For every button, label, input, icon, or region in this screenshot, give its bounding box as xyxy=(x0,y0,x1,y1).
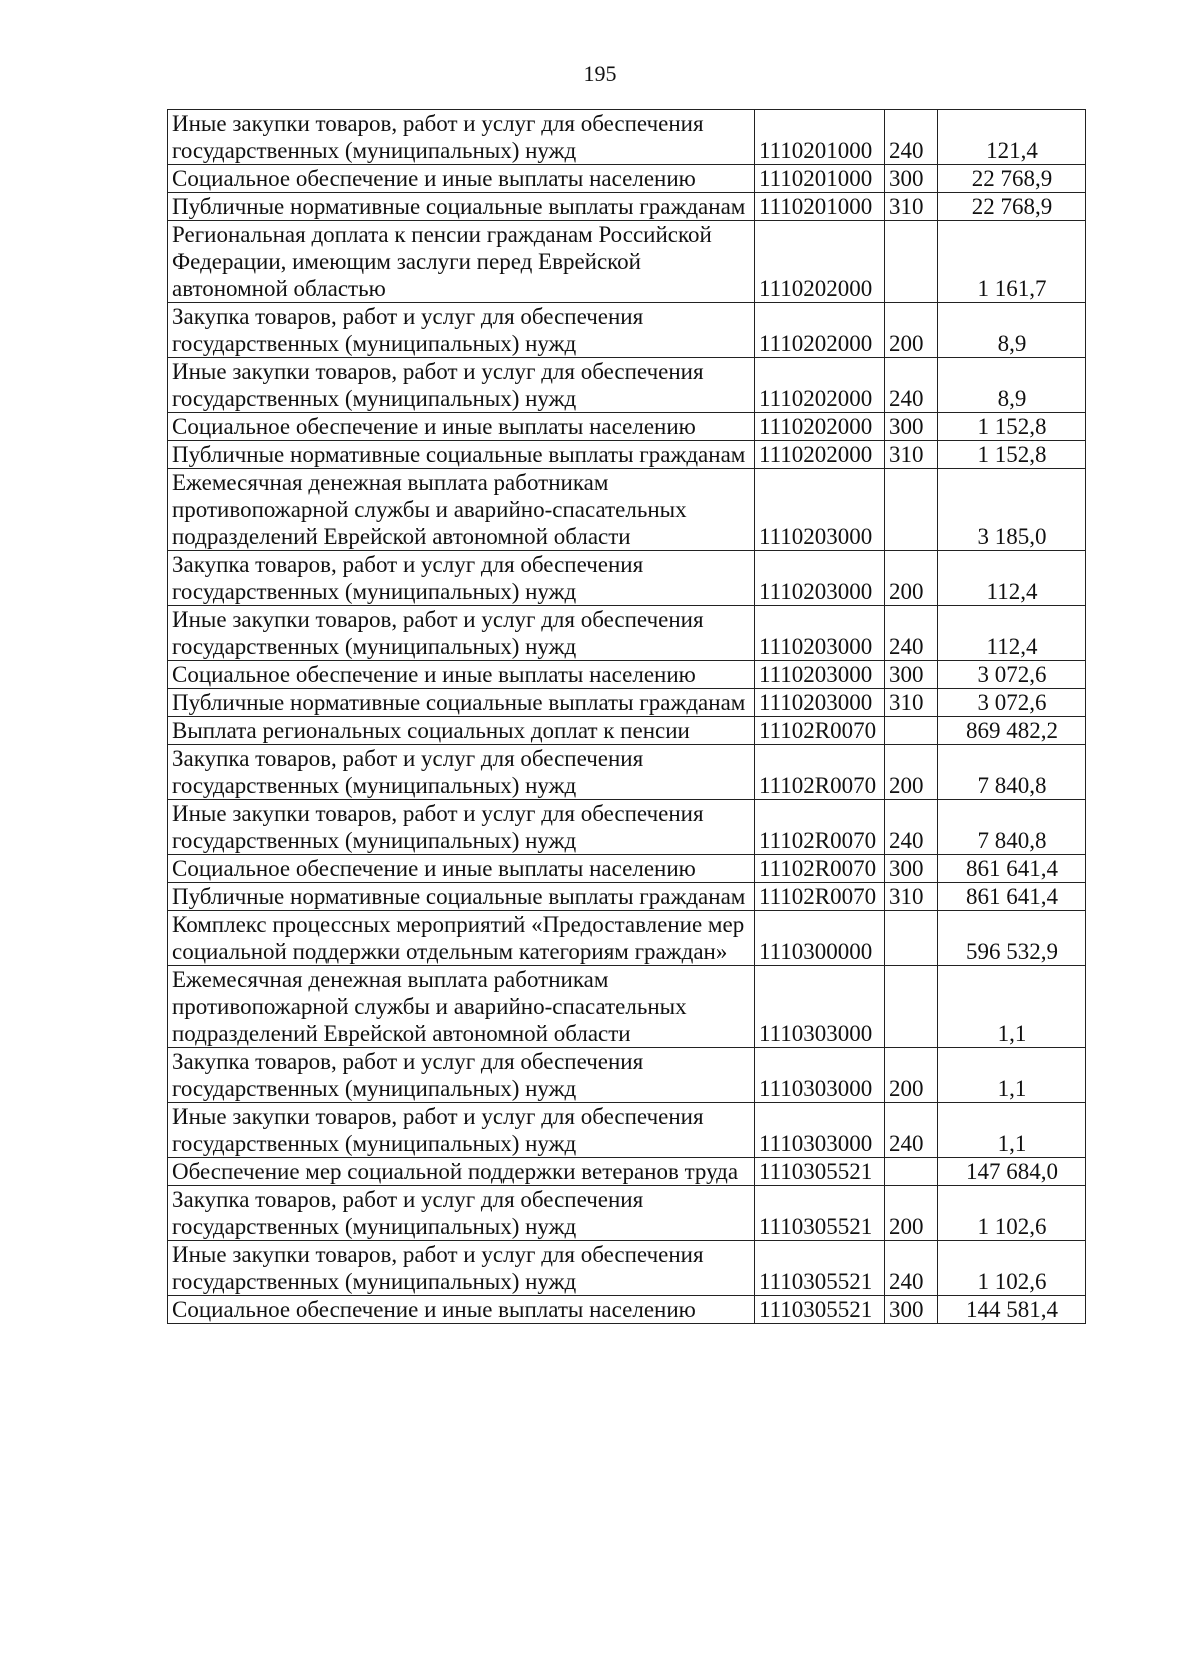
row-code: 1110303000 xyxy=(755,1048,885,1103)
row-code: 1110300000 xyxy=(755,911,885,966)
row-code: 1110203000 xyxy=(755,551,885,606)
row-sum: 1 152,8 xyxy=(938,441,1086,469)
row-type: 240 xyxy=(885,606,938,661)
row-type: 200 xyxy=(885,1186,938,1241)
row-name: Закупка товаров, работ и услуг для обеспечения государственных (муниципальных) нужд xyxy=(168,1048,755,1103)
row-sum: 8,9 xyxy=(938,358,1086,413)
row-name: Региональная доплата к пенсии гражданам Российской Федерации, имеющим заслуги перед Еврейской автономной областью xyxy=(168,221,755,303)
row-name: Иные закупки товаров, работ и услуг для обеспечения государственных (муниципальных) нужд xyxy=(168,1103,755,1158)
row-sum: 8,9 xyxy=(938,303,1086,358)
table-row xyxy=(168,661,1086,689)
row-sum: 1 102,6 xyxy=(938,1186,1086,1241)
table-row xyxy=(168,1186,1086,1241)
row-code: 11102R0070 xyxy=(755,855,885,883)
row-type: 310 xyxy=(885,689,938,717)
row-name: Публичные нормативные социальные выплаты гражданам xyxy=(168,193,755,221)
row-name: Иные закупки товаров, работ и услуг для обеспечения государственных (муниципальных) нужд xyxy=(168,1241,755,1296)
table-row xyxy=(168,745,1086,800)
row-code: 1110305521 xyxy=(755,1296,885,1324)
table-row xyxy=(168,551,1086,606)
row-code: 11102R0070 xyxy=(755,745,885,800)
row-code: 11102R0070 xyxy=(755,883,885,911)
row-name: Закупка товаров, работ и услуг для обеспечения государственных (муниципальных) нужд xyxy=(168,745,755,800)
row-code: 1110202000 xyxy=(755,441,885,469)
row-code: 1110203000 xyxy=(755,606,885,661)
row-name: Социальное обеспечение и иные выплаты населению xyxy=(168,165,755,193)
row-sum: 1 161,7 xyxy=(938,221,1086,303)
row-type: 200 xyxy=(885,303,938,358)
row-sum: 147 684,0 xyxy=(938,1158,1086,1186)
row-type: 310 xyxy=(885,883,938,911)
row-name: Закупка товаров, работ и услуг для обеспечения государственных (муниципальных) нужд xyxy=(168,551,755,606)
table-row xyxy=(168,1296,1086,1324)
row-code: 1110305521 xyxy=(755,1186,885,1241)
row-name: Закупка товаров, работ и услуг для обеспечения государственных (муниципальных) нужд xyxy=(168,1186,755,1241)
row-sum: 869 482,2 xyxy=(938,717,1086,745)
row-name: Обеспечение мер социальной поддержки ветеранов труда xyxy=(168,1158,755,1186)
row-type xyxy=(885,1158,938,1186)
table-row xyxy=(168,1048,1086,1103)
row-name: Ежемесячная денежная выплата работникам противопожарной службы и аварийно-спасательных подразделений Еврейской автономной области xyxy=(168,966,755,1048)
row-code: 1110203000 xyxy=(755,661,885,689)
row-sum: 1 152,8 xyxy=(938,413,1086,441)
row-code: 1110201000 xyxy=(755,110,885,165)
row-code: 1110202000 xyxy=(755,221,885,303)
row-code: 1110303000 xyxy=(755,966,885,1048)
table-row xyxy=(168,165,1086,193)
row-name: Иные закупки товаров, работ и услуг для обеспечения государственных (муниципальных) нужд xyxy=(168,800,755,855)
row-name: Выплата региональных социальных доплат к пенсии xyxy=(168,717,755,745)
row-name: Иные закупки товаров, работ и услуг для обеспечения государственных (муниципальных) нужд xyxy=(168,606,755,661)
row-type: 200 xyxy=(885,551,938,606)
row-type: 240 xyxy=(885,1103,938,1158)
row-sum: 22 768,9 xyxy=(938,193,1086,221)
row-type xyxy=(885,966,938,1048)
row-sum: 3 185,0 xyxy=(938,469,1086,551)
row-sum: 1,1 xyxy=(938,1048,1086,1103)
row-type: 200 xyxy=(885,745,938,800)
row-name: Социальное обеспечение и иные выплаты населению xyxy=(168,413,755,441)
row-type xyxy=(885,221,938,303)
row-name: Комплекс процессных мероприятий «Предоставление мер социальной поддержки отдельным категориям граждан» xyxy=(168,911,755,966)
row-type xyxy=(885,717,938,745)
page-number: 195 xyxy=(583,61,617,86)
row-sum: 3 072,6 xyxy=(938,689,1086,717)
row-type: 240 xyxy=(885,1241,938,1296)
table-row xyxy=(168,469,1086,551)
row-type: 300 xyxy=(885,661,938,689)
row-type: 240 xyxy=(885,358,938,413)
table-row xyxy=(168,689,1086,717)
row-code: 1110305521 xyxy=(755,1158,885,1186)
row-sum: 144 581,4 xyxy=(938,1296,1086,1324)
row-type: 310 xyxy=(885,441,938,469)
row-name: Социальное обеспечение и иные выплаты населению xyxy=(168,1296,755,1324)
row-type: 310 xyxy=(885,193,938,221)
row-name: Социальное обеспечение и иные выплаты населению xyxy=(168,661,755,689)
table-row xyxy=(168,883,1086,911)
table-row xyxy=(168,1241,1086,1296)
row-sum: 121,4 xyxy=(938,110,1086,165)
row-type: 300 xyxy=(885,413,938,441)
row-type: 300 xyxy=(885,1296,938,1324)
row-sum: 1 102,6 xyxy=(938,1241,1086,1296)
row-name: Публичные нормативные социальные выплаты гражданам xyxy=(168,441,755,469)
table-row xyxy=(168,358,1086,413)
table-row xyxy=(168,303,1086,358)
row-type: 240 xyxy=(885,800,938,855)
row-sum: 861 641,4 xyxy=(938,883,1086,911)
row-type xyxy=(885,911,938,966)
row-type: 300 xyxy=(885,855,938,883)
table-row xyxy=(168,855,1086,883)
table-row xyxy=(168,413,1086,441)
row-sum: 112,4 xyxy=(938,606,1086,661)
table-row xyxy=(168,221,1086,303)
row-code: 1110203000 xyxy=(755,469,885,551)
row-sum: 1,1 xyxy=(938,966,1086,1048)
row-code: 1110201000 xyxy=(755,165,885,193)
row-sum: 7 840,8 xyxy=(938,745,1086,800)
row-sum: 596 532,9 xyxy=(938,911,1086,966)
row-name: Иные закупки товаров, работ и услуг для обеспечения государственных (муниципальных) нужд xyxy=(168,110,755,165)
row-type: 200 xyxy=(885,1048,938,1103)
table-row xyxy=(168,193,1086,221)
table-row xyxy=(168,441,1086,469)
row-sum: 7 840,8 xyxy=(938,800,1086,855)
row-code: 1110203000 xyxy=(755,689,885,717)
table-row xyxy=(168,110,1086,165)
row-code: 1110201000 xyxy=(755,193,885,221)
table-row xyxy=(168,1158,1086,1186)
row-type xyxy=(885,469,938,551)
table-row xyxy=(168,606,1086,661)
row-sum: 861 641,4 xyxy=(938,855,1086,883)
table-row xyxy=(168,966,1086,1048)
row-name: Ежемесячная денежная выплата работникам противопожарной службы и аварийно-спасательных подразделений Еврейской автономной области xyxy=(168,469,755,551)
row-code: 1110202000 xyxy=(755,413,885,441)
table-row xyxy=(168,1103,1086,1158)
row-name: Публичные нормативные социальные выплаты гражданам xyxy=(168,689,755,717)
row-sum: 3 072,6 xyxy=(938,661,1086,689)
table-row xyxy=(168,800,1086,855)
row-name: Социальное обеспечение и иные выплаты населению xyxy=(168,855,755,883)
row-sum: 112,4 xyxy=(938,551,1086,606)
row-code: 1110202000 xyxy=(755,303,885,358)
row-sum: 1,1 xyxy=(938,1103,1086,1158)
budget-table xyxy=(167,109,1086,1324)
row-code: 1110305521 xyxy=(755,1241,885,1296)
row-sum: 22 768,9 xyxy=(938,165,1086,193)
table-row xyxy=(168,717,1086,745)
row-type: 240 xyxy=(885,110,938,165)
row-code: 1110202000 xyxy=(755,358,885,413)
row-code: 1110303000 xyxy=(755,1103,885,1158)
row-type: 300 xyxy=(885,165,938,193)
budget-table-body xyxy=(168,110,1086,1324)
row-code: 11102R0070 xyxy=(755,800,885,855)
row-name: Закупка товаров, работ и услуг для обеспечения государственных (муниципальных) нужд xyxy=(168,303,755,358)
table-row xyxy=(168,911,1086,966)
row-name: Публичные нормативные социальные выплаты гражданам xyxy=(168,883,755,911)
row-code: 11102R0070 xyxy=(755,717,885,745)
row-name: Иные закупки товаров, работ и услуг для обеспечения государственных (муниципальных) нужд xyxy=(168,358,755,413)
